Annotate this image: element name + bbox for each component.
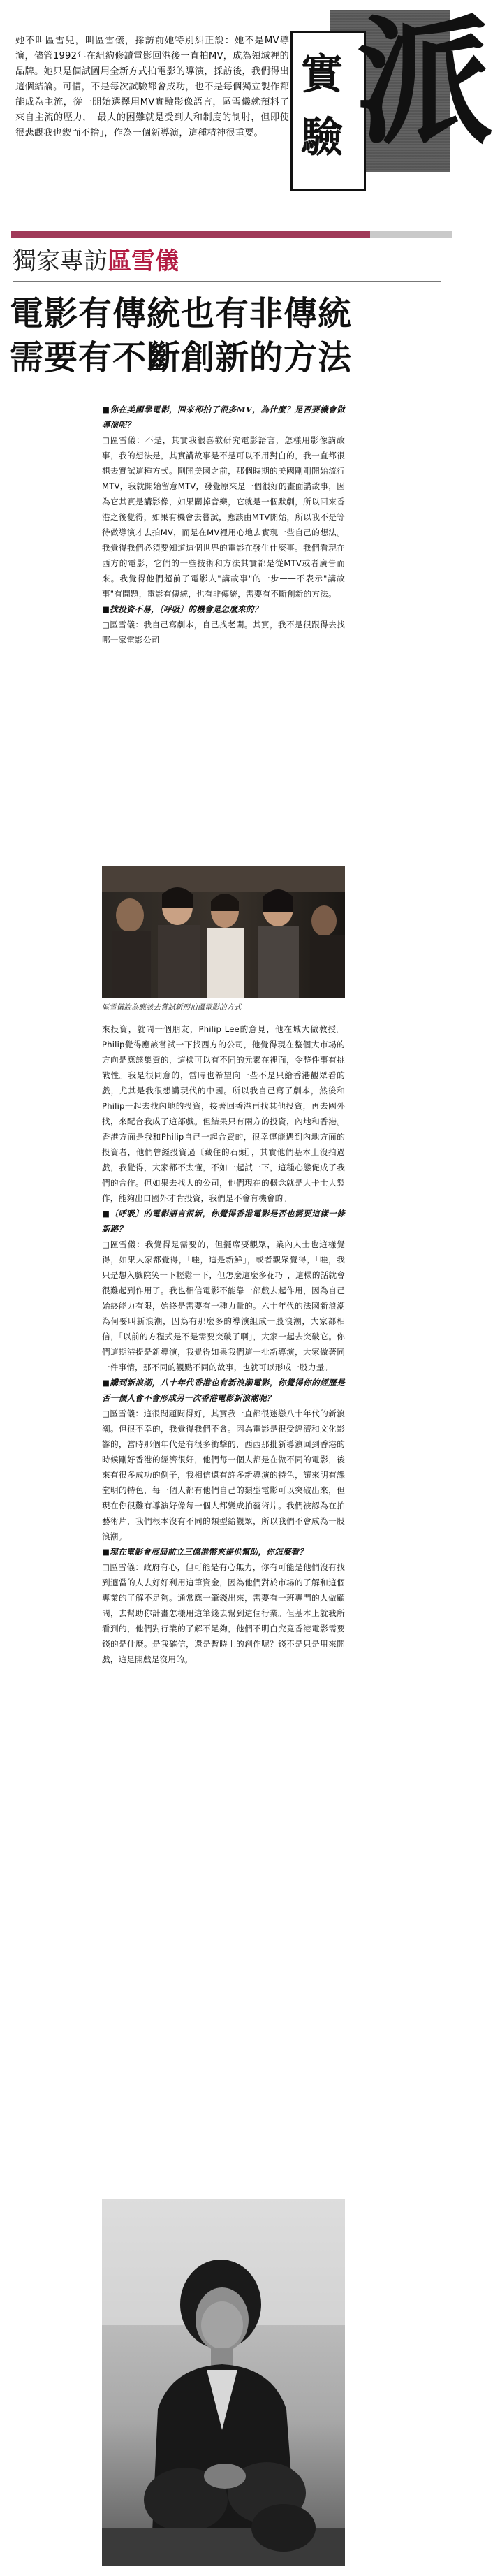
question-3: ■〔呼吸〕的電影語言很新，你覺得香港電影是否也需要這樣一條新路？ (102, 1209, 345, 1234)
question-2: ■找投資不易，〔呼吸〕的機會是怎麼來的？ (102, 604, 263, 614)
director-portrait-photo (102, 2199, 345, 2566)
question-4: ■講到新浪潮，八十年代香港也有新浪潮電影，你覺得你的經歷是否一個人會不會形成另一次香港電影新浪潮呢？ (102, 1378, 345, 1403)
film-still-illustration (102, 866, 345, 998)
answer-4: □區雪儀：這很問題問得好，其實我一直都很迷戀八十年代的新浪潮。但很不幸的，我覺得我們不會。因為電影是很受經濟和文化影響的，當時那個年代是有很多衝擊的，西西那批新導演回到香港的時候剛好香港的經濟很好，他們每一個人都是在做不同的電影，後來有很多成功的例子，我相信還有許多新導演的特色，讓來明有課堂明的特色，每一個人都有他們自己的類型電影可以突破出來，但現在你很難有導演好像每一個人都變成拍藝術片。我們被認為在拍藝術片，我們根本沒有不同的類型給觀眾，所以我們不會成為一股浪潮。 (102, 1409, 345, 1541)
intro-text: 她不叫區雪兒，叫區雪儀，採訪前她特別糾正說：她不是MV導演，儘管1992年在紐約修讀電影回港後一直拍MV，成為領域裡的品牌。她只是個試圖用全新方式拍電影的導演，採訪後，我們得出這個結論。可惜，不是每次試驗都會成功，也不是每個獨立製作都能成為主流，從一開始選擇用MV實驗影像語言，區雪儀就預料了來自主流的壓力，「最大的困難就是受到人和制度的制肘，但即使很悲觀我也鍥而不捨」，作為一個新導演，這種精神很重要。 (15, 36, 289, 138)
interviewee-name: 區雪儀 (108, 247, 179, 275)
question-1: ■你在美國學電影，回來卻拍了很多MV，為什麼？是否要機會做導演呢？ (102, 405, 345, 430)
answer-5: □區雪儀：政府有心，但可能是有心無力，你有可能是他們沒有找到適當的人去好好利用這筆資金，因為他們對於市場的了解和這個專業的了解不足夠。通常應一筆錢出來，需要有一班專門的人做顧問，去幫助你計畫怎樣用這筆錢去幫到這個行業。但基本上就我所看到的，他們對行業的了解不足夠，他們不明白究竟香港電影需要錢的是什麼。是我確信，還是暫時上的創作呢？錢不是只是用來開戲，這是開戲是沒用的。 (102, 1562, 345, 1664)
answer-2: □區雪儀：我自己寫劇本，自己找老闆。其實，我不是很跟得去找哪一家電影公司 (102, 620, 345, 645)
answer-1: □區雪儀：不是，其實我很喜歡研究電影語言，怎樣用影像講故事，我的想法是，其實講故事是不是可以不用對白的，我一直都很想去實試這種方式。剛開美國之前，那個時期的美國剛剛開始流行MTV，我就開始留意MTV，發覺原來是一個很好的畫面講故事，因為它其實是講影像，如果關掉音樂，它就是一個默劇，所以回來香港之後覺得，如果有機會去嘗試，應該由MTV開始，所以我不是等待做導演才去拍MV，而是在MV裡用心地去實現一些自己的想法。我覺得我們必須要知道這個世界的電影在發生什麼事。我們看現在西方的電影，它們的一些技術和方法其實都是從MTV或者廣告而來。我覺得他們超前了電影人"講故事"的一步——不表示"講故事"有問題，電影有傳統，也有非傳統，需要有不斷創新的方法。 (102, 435, 345, 599)
headline-line-2: 需要有不斷創新的方法 (10, 338, 353, 377)
article-body-bottom (102, 1021, 345, 1667)
intro-paragraph (15, 34, 289, 141)
section-header (13, 247, 179, 275)
film-still-photo (102, 866, 345, 998)
headline-line-1: 電影有傳統也有非傳統 (10, 294, 353, 333)
portrait-illustration (102, 2199, 345, 2566)
color-rule-bar (11, 231, 452, 238)
article-body-top (102, 402, 345, 648)
question-5: ■現在電影會展局前立三億港幣來提供幫助，你怎麼看？ (102, 1547, 308, 1557)
answer-2-continued: 來投資，就問一個朋友，Philip Lee的意見，他在城大做教授。Philip覺得應該嘗試一下找西方的公司，他覺得現在整個大市場的方向是應該集資的，這樣可以有不同的元素在裡面，令整件事有挑戰性。我是很同意的，當時也希望向一些不是只給香港觀眾看的戲，尤其是我很想講現代的中國。所以我自己寫了劇本，然後和Philip一起去找內地的投資，接著回香港再找其他投資，再去國外找，來配合我成了這部戲。但結果只有兩方的投資，內地和香港。香港方面是我和Philip自己一起合資的，很幸運能遇到內地方面的投資者，他們曾經投資過〔藏住的石頭〕，其實他們基本上沒拍過戲，我覺得，大家都不太懂，不如一起試一下，這種心態促成了我們的合作。但如果去找大的公司，他們現在的概念就是大卡士大製作，能夠出口國外才肯投資，我們是不會有機會的。 (102, 1024, 345, 1203)
photo-caption: 區雪儀說為應該去嘗試新形拍攝電影的方式 (102, 1003, 242, 1012)
rule-bar-grey-end (370, 231, 452, 238)
badge-char-2: 驗 (301, 113, 343, 162)
header-divider (13, 281, 441, 282)
section-prefix: 獨家專訪 (13, 247, 108, 275)
headline (10, 292, 457, 380)
answer-3: □區雪儀：我覺得是需要的，但擺席要觀眾，業內人士也這樣覺得，如果大家都覺得，「哇，這是新鮮」，或者觀眾覺得，「哇，我只是想入戲院笑一下輕鬆一下，但怎麼這麼多花巧」，這樣的話就會很難起到作用了。我也相信電影不能靠一部戲去起作用，因為自己始終能力有限，始終是需要有一種力量的。六十年代的法國新浪潮為何要叫新浪潮，因為有那麼多的導演組成一股浪潮，大家都相信，「以前的方程式是不是需要突破了啊」，大家一起去突破它。你們這期港提是新導演，我覺得如果我們這一批新導演，大家做著同一件事情，那不同的觀點不同的故事，也就可以形成一股力量。 (102, 1239, 346, 1372)
badge-char-3: 派 (356, 2, 493, 163)
badge-box (290, 31, 366, 191)
experimental-badge (290, 2, 493, 217)
badge-char-1: 實 (301, 50, 343, 99)
